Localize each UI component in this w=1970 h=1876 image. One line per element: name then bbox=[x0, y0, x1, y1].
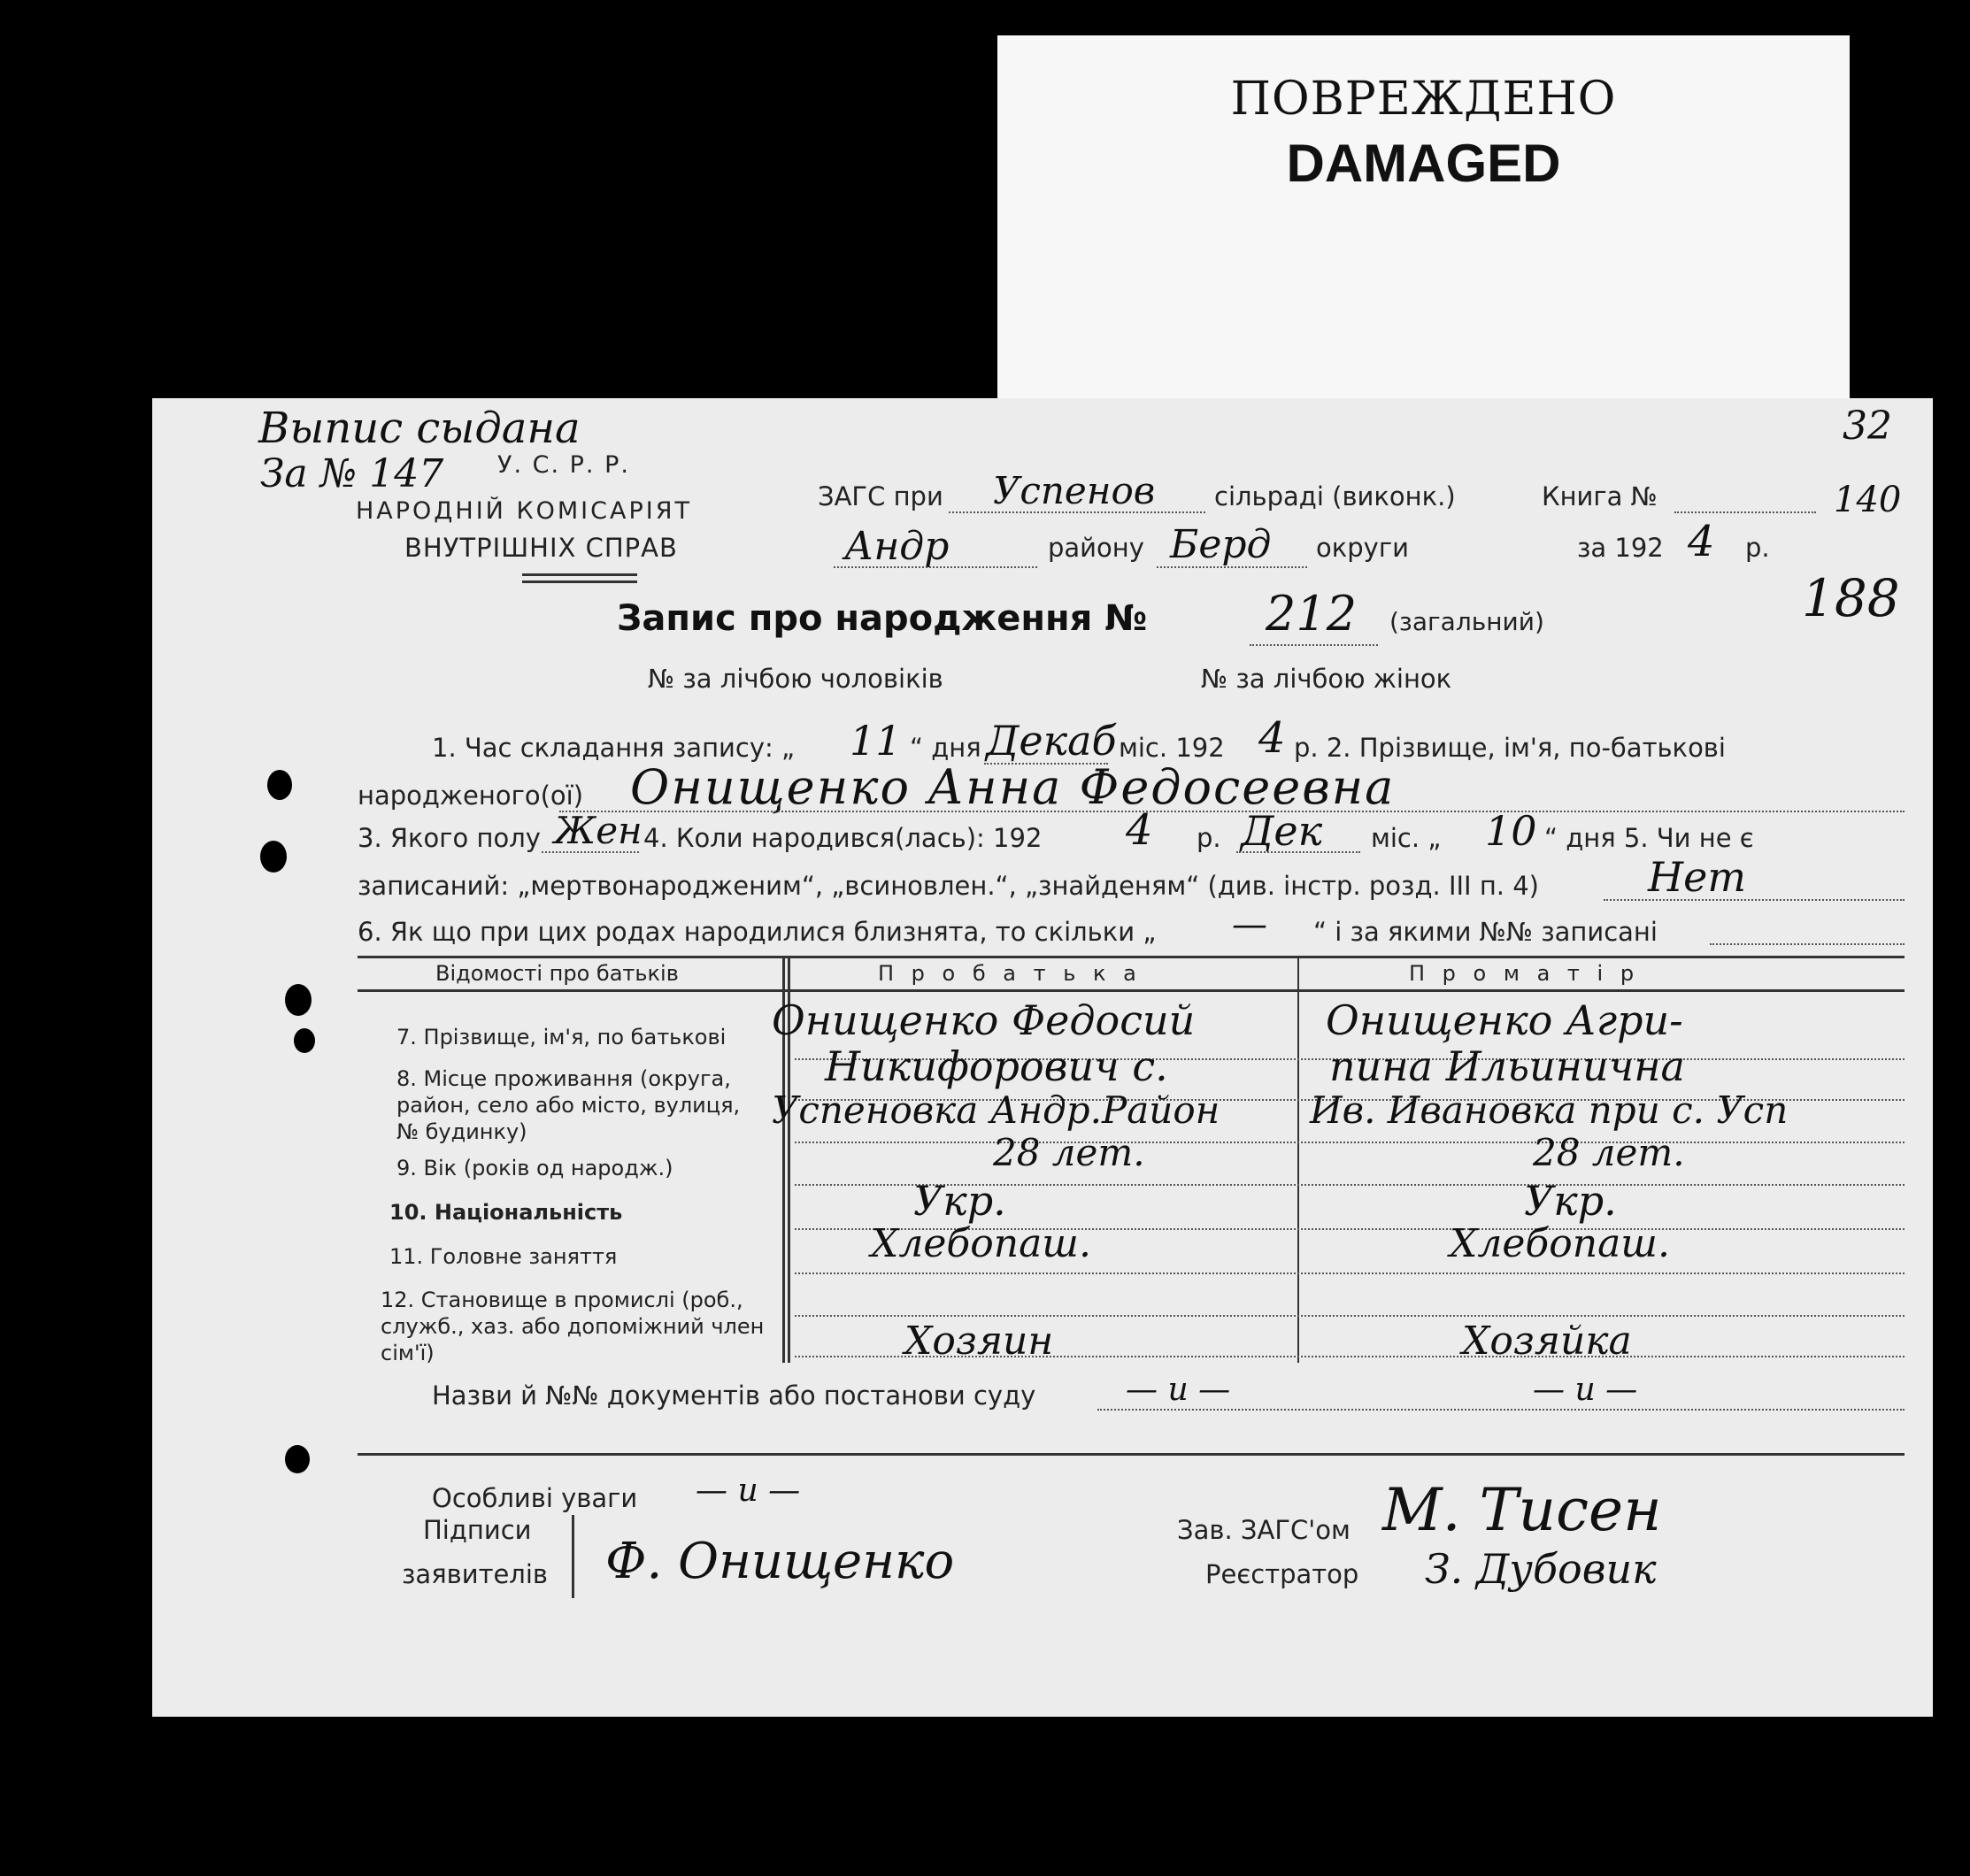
signature-bracket bbox=[572, 1515, 574, 1598]
father-patronymic-handwritten: Никифорович с. bbox=[825, 1042, 1168, 1090]
dotted-line bbox=[795, 1272, 1905, 1274]
punch-hole bbox=[285, 984, 312, 1016]
zags-prefix: ЗАГС при bbox=[818, 481, 943, 511]
table-header-border bbox=[358, 989, 1905, 992]
dotted-line bbox=[1674, 511, 1816, 513]
dotted-line bbox=[949, 511, 1205, 513]
mother-patronymic-handwritten: пина Ильинична bbox=[1329, 1042, 1685, 1090]
dotted-line bbox=[542, 851, 639, 853]
table-row-label: 7. Прізвище, ім'я, по батькові bbox=[396, 1025, 727, 1049]
table-bottom-border bbox=[358, 1453, 1905, 1456]
registrar-signature: З. Дубовик bbox=[1425, 1545, 1657, 1593]
men-count-label: № за лічбою чоловіків bbox=[648, 664, 943, 694]
corner-number: 32 bbox=[1843, 404, 1892, 449]
documents-father-handwritten: — и — bbox=[1126, 1372, 1231, 1408]
birth-year-handwritten: 4 bbox=[1126, 805, 1153, 855]
field5-label: записаний: „мертвонародженим“, „всиновлен.“, „знайденям“ (див. інстр. розд. III п. 4) bbox=[358, 871, 1539, 901]
mother-occupation-handwritten: Хлебопаш. bbox=[1450, 1221, 1670, 1266]
punch-hole bbox=[260, 841, 287, 873]
commissariat-line1: НАРОДНІЙ КОМІСАРІЯТ bbox=[356, 497, 692, 525]
field4-label: 4. Коли народився(лась): 192 bbox=[643, 823, 1043, 853]
year-suffix: р. bbox=[1745, 533, 1770, 563]
field1-month-label: міс. 192 bbox=[1119, 733, 1225, 763]
notes-label: Особливі уваги bbox=[432, 1483, 638, 1513]
damaged-label-card bbox=[997, 35, 1850, 400]
notes-handwritten: — и — bbox=[696, 1472, 801, 1509]
child-name-handwritten: Онищенко Анна Федосеевна bbox=[630, 759, 1396, 815]
corner-number: 140 bbox=[1834, 480, 1902, 520]
record-number-handwritten: 212 bbox=[1266, 586, 1358, 642]
book-label: Книга № bbox=[1542, 481, 1658, 511]
punch-hole bbox=[294, 1028, 315, 1053]
dotted-line bbox=[1604, 899, 1905, 901]
birth-month-handwritten: Дек bbox=[1241, 807, 1323, 855]
dotted-line bbox=[1710, 943, 1905, 945]
field1-month-handwritten: Декаб bbox=[986, 717, 1117, 765]
field6-end: “ і за якими №№ записані bbox=[1313, 917, 1658, 947]
signatures-label: Підписи bbox=[423, 1515, 532, 1545]
birth-day-handwritten: 10 bbox=[1485, 807, 1537, 855]
applicant-signature: Ф. Онищенко bbox=[605, 1533, 955, 1590]
twins-handwritten: — bbox=[1232, 904, 1267, 945]
women-count-label: № за лічбою жінок bbox=[1201, 664, 1452, 694]
table-row-label: 10. Національність bbox=[389, 1200, 623, 1225]
table-top-border bbox=[358, 956, 1905, 958]
dotted-line bbox=[834, 566, 1037, 568]
table-row-label: 12. Становище в промислі (роб., служб., хаз. або допоміжний член сім'ї) bbox=[381, 1288, 765, 1365]
father-occupation-handwritten: Хлебопаш. bbox=[871, 1221, 1091, 1266]
field3-label: 3. Якого полу bbox=[358, 823, 541, 853]
commissariat-line2: ВНУТРІШНІХ СПРАВ bbox=[404, 533, 678, 563]
head-signature: М. Тисен bbox=[1382, 1476, 1662, 1544]
dotted-line bbox=[1157, 566, 1307, 568]
year-prefix: за 192 bbox=[1577, 533, 1664, 563]
divider bbox=[522, 573, 637, 576]
dotted-line bbox=[1250, 644, 1378, 646]
mother-age-handwritten: 28 лет. bbox=[1533, 1131, 1685, 1174]
field1-day-handwritten: 11 bbox=[850, 717, 902, 765]
punch-hole bbox=[285, 1445, 310, 1473]
field1-day-label: “ дня bbox=[910, 733, 981, 763]
dotted-line bbox=[795, 1315, 1905, 1317]
documents-mother-handwritten: — и — bbox=[1533, 1372, 1638, 1408]
corner-number: 188 bbox=[1802, 568, 1900, 628]
field4-r: р. bbox=[1197, 823, 1221, 853]
field5-handwritten: Нет bbox=[1648, 853, 1746, 901]
mother-status-handwritten: Хозяйка bbox=[1462, 1319, 1632, 1364]
table-header-mother: П р о м а т і р bbox=[1409, 961, 1640, 986]
dotted-line bbox=[559, 811, 1905, 812]
mother-residence-handwritten: Ив. Ивановка при с. Усп bbox=[1310, 1088, 1789, 1132]
field2-label: р. 2. Прізвище, ім'я, по-батькові bbox=[1294, 733, 1726, 763]
documents-label: Назви й №№ документів або постанови суду bbox=[432, 1380, 1036, 1411]
ussr-label: У. С. Р. Р. bbox=[497, 451, 630, 479]
father-residence-handwritten: Успеновка Андр.Район bbox=[772, 1088, 1220, 1132]
raion-label: району bbox=[1048, 533, 1144, 563]
table-row-label: 11. Головне заняття bbox=[389, 1244, 618, 1269]
sex-handwritten: Жен bbox=[554, 809, 643, 852]
field6-label: 6. Як що при цих родах народилися близнята, то скільки „ bbox=[358, 917, 1157, 947]
table-column-divider bbox=[1297, 956, 1299, 1363]
field1-label: 1. Час складання запису: „ bbox=[432, 733, 795, 763]
head-label: Зав. ЗАГС'ом bbox=[1177, 1515, 1351, 1545]
okrug-handwritten: Берд bbox=[1170, 522, 1272, 567]
applicants-label: заявителів bbox=[402, 1559, 548, 1589]
silradi-label: сільраді (виконк.) bbox=[1214, 481, 1456, 511]
table-row-label: 8. Місце проживання (округа, район, село або місто, вулиця, № будинку) bbox=[396, 1066, 741, 1144]
field1-year-handwritten: 4 bbox=[1258, 713, 1286, 763]
father-age-handwritten: 28 лет. bbox=[993, 1131, 1145, 1174]
mother-nationality-handwritten: Укр. bbox=[1524, 1177, 1617, 1225]
record-title: Запис про народження № bbox=[617, 598, 1148, 639]
registrar-label: Реєстратор bbox=[1205, 1559, 1359, 1589]
dotted-line bbox=[1097, 1409, 1905, 1411]
punch-hole bbox=[267, 770, 292, 800]
damaged-label-english: DAMAGED bbox=[1286, 134, 1561, 193]
table-row-label: 9. Вік (років од народж.) bbox=[396, 1156, 673, 1180]
table-header-parents: Відомості про батьків bbox=[435, 961, 679, 986]
field2-continuation: народженого(ої) bbox=[358, 780, 584, 811]
handwritten-record-number: За № 147 bbox=[260, 451, 444, 496]
birth-record-sheet bbox=[152, 398, 1933, 1717]
zags-village-handwritten: Успенов bbox=[993, 469, 1156, 512]
okrug-label: округи bbox=[1316, 533, 1409, 563]
damaged-label-ukrainian: ПОВРЕЖДЕНО bbox=[1230, 73, 1617, 126]
field4-month-label: міс. „ bbox=[1371, 823, 1442, 853]
record-general-label: (загальний) bbox=[1389, 607, 1544, 636]
year-handwritten: 4 bbox=[1688, 517, 1715, 566]
father-name-handwritten: Онищенко Федосий bbox=[772, 996, 1196, 1044]
field4-day-label: “ дня 5. Чи не є bbox=[1544, 823, 1754, 853]
handwritten-note: Выпис сыдана bbox=[258, 404, 581, 453]
dotted-line bbox=[1236, 851, 1360, 853]
table-header-father: П р о б а т ь к а bbox=[878, 961, 1142, 986]
dotted-line bbox=[795, 1142, 1905, 1143]
father-nationality-handwritten: Укр. bbox=[913, 1177, 1006, 1225]
divider bbox=[522, 580, 637, 583]
raion-handwritten: Андр bbox=[844, 524, 950, 569]
mother-name-handwritten: Онищенко Агри- bbox=[1326, 996, 1683, 1044]
father-status-handwritten: Хозяин bbox=[904, 1319, 1054, 1364]
